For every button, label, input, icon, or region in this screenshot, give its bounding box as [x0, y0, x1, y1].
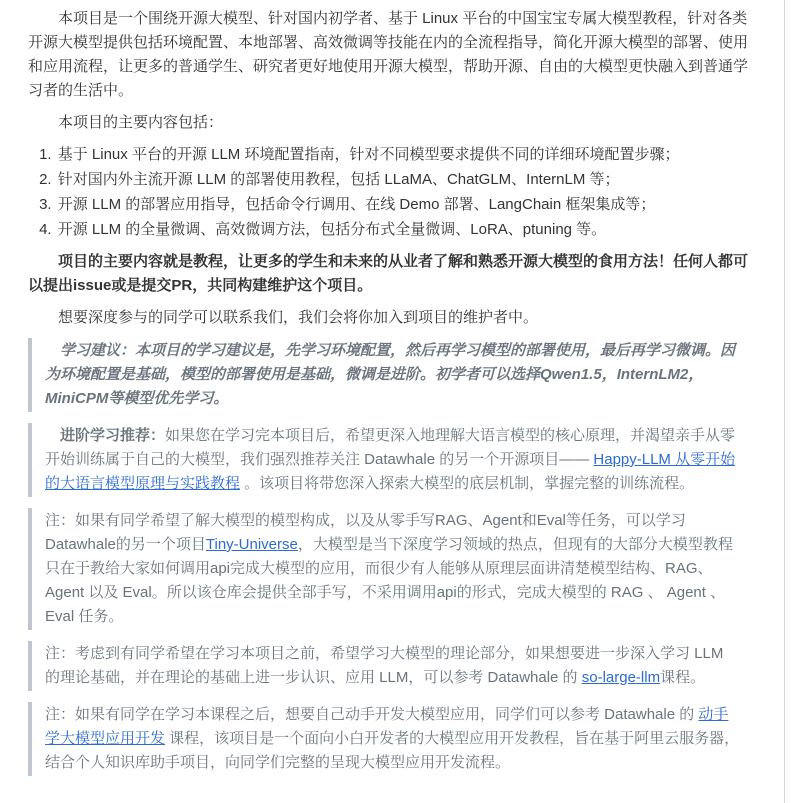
note-llm-dev-paragraph	[45, 703, 742, 775]
llm-dev-course-link[interactable]: 动手学大模型应用开发	[45, 706, 729, 747]
join-paragraph: 想要深度参与的同学可以联系我们，我们会将你加入到项目的维护者中。	[58, 309, 539, 326]
tiny-universe-link[interactable]: Tiny-Universe	[205, 536, 298, 553]
advanced-recommendation-body-end: 。该项目将带您深入探索大模型的底层机制，掌握完整的训练流程。	[240, 475, 695, 492]
note-so-large-llm-blockquote	[28, 641, 756, 691]
contents-heading: 本项目的主要内容包括：	[58, 114, 224, 131]
study-advice-paragraph	[45, 339, 742, 411]
advanced-recommendation-label: 进阶学习推荐：	[60, 427, 166, 444]
contents-list-item-finetune: 4. 开源 LLM 的全量微调、高效微调方法，包括分布式全量微调、LoRA、ptuning 等。	[56, 218, 756, 242]
note-tiny-universe-paragraph	[45, 509, 742, 629]
note-llm-dev-body-start: 注：如果有同学在学习本课程之后，想要自己动手开发大模型应用，同学们可以参考 Datawhale 的	[45, 706, 699, 723]
contents-list-item-env-config: 1. 基于 Linux 平台的开源 LLM 环境配置指南，针对不同模型要求提供不同的详细环境配置步骤；	[56, 143, 756, 167]
contents-list	[28, 143, 756, 242]
contents-list-item-deploy-tutorials: 2. 针对国内外主流开源 LLM 的部署使用教程，包括 LLaMA、ChatGLM、InternLM 等；	[56, 168, 756, 192]
intro-paragraph: 本项目是一个围绕开源大模型、针对国内初学者、基于 Linux 平台的中国宝宝专属大模型教程，针对各类开源大模型提供包括环境配置、本地部署、高效微调等技能在内的全流程指导，简化开源大模型的部署、使用和应用流程，让更多的普通学生、研究者更好地使用开源大模型，帮助开源、自由的大模型更快融入到普通学习者的生活中。	[28, 10, 749, 99]
highlight-paragraph: 项目的主要内容就是教程，让更多的学生和未来的从业者了解和熟悉开源大模型的食用方法！任何人都可以提出issue或是提交PR，共同构建维护这个项目。	[28, 253, 749, 294]
advanced-recommendation-body-start: 如果您在学习完本项目后，希望更深入地理解大语言模型的核心原理，并渴望亲手从零开始训练属于自己的大模型，我们强烈推荐关注 Datawhale 的另一个开源项目——	[45, 427, 736, 468]
note-tiny-universe-body-end: ，大模型是当下深度学习领域的热点，但现有的大部分大模型教程只在于教给大家如何调用api完成大模型的应用，而很少有人能够从原理层面讲清楚模型结构、RAG、Agent 以及 Eval。所以该仓库会提供全部手写，不采用调用api的形式，完成大模型的 RAG 、 Agent 、 Eval 任务。	[45, 536, 733, 625]
note-tiny-universe-body-start: 注：如果有同学希望了解大模型的模型构成，以及从零手写RAG、Agent和Eval等任务，可以学习Datawhale的另一个项目	[45, 512, 686, 553]
study-advice-blockquote	[28, 338, 756, 412]
advanced-recommendation-paragraph	[45, 424, 742, 496]
note-so-large-llm-body-end: 课程。	[660, 669, 706, 686]
contents-list-item-app-guide: 3. 开源 LLM 的部署应用指导，包括命令行调用、在线 Demo 部署、LangChain 框架集成等；	[56, 193, 756, 217]
note-tiny-universe-blockquote	[28, 508, 756, 630]
happy-llm-link[interactable]: Happy-LLM 从零开始的大语言模型原理与实践教程	[45, 451, 736, 492]
note-llm-dev-blockquote	[28, 702, 756, 776]
note-so-large-llm-body-start: 注：考虑到有同学希望在学习本项目之前，希望学习大模型的理论部分，如果想要进一步深入学习 LLM 的理论基础，并在理论的基础上进一步认识、应用 LLM，可以参考 Datawhale 的	[45, 645, 724, 686]
study-advice-text: 学习建议：本项目的学习建议是，先学习环境配置，然后再学习模型的部署使用，最后再学习微调。因为环境配置是基础，模型的部署使用是基础，微调是进阶。初学者可以选择Qwen1.5，InternLM2，MiniCPM等模型优先学习。	[45, 342, 736, 407]
advanced-recommendation-blockquote	[28, 423, 756, 497]
so-large-llm-link[interactable]: so-large-llm	[581, 669, 661, 686]
note-so-large-llm-paragraph	[45, 642, 742, 690]
note-llm-dev-body-end: 课程，该项目是一个面向小白开发者的大模型应用开发教程，旨在基于阿里云服务器，结合个人知识库助手项目，向同学们完整的呈现大模型应用开发流程。	[45, 730, 740, 771]
